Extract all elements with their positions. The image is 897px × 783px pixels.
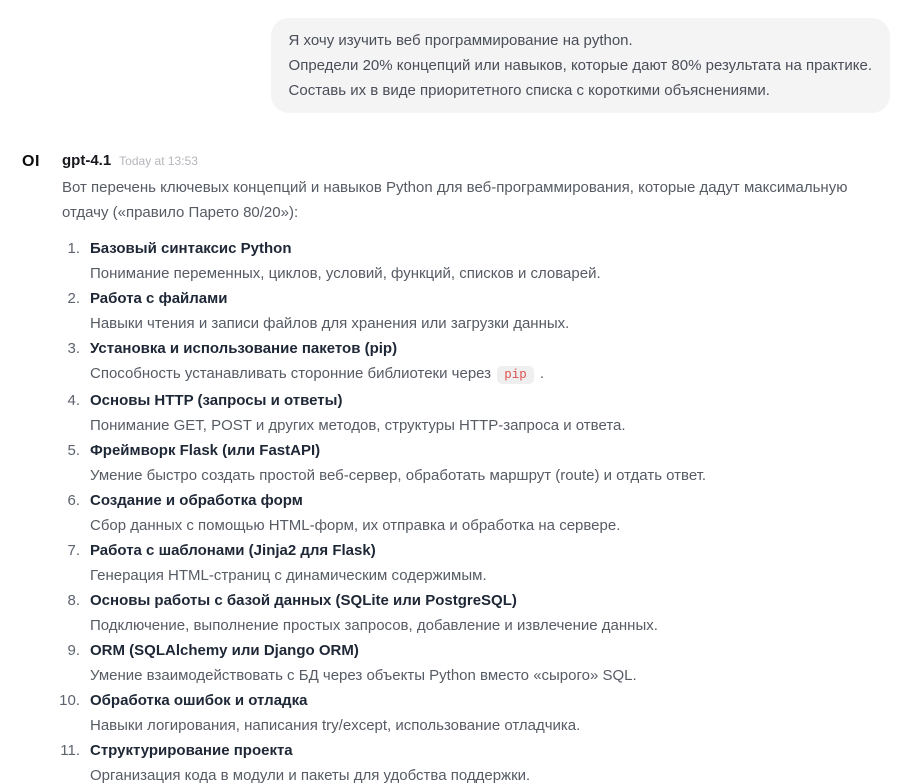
list-item-title: Обработка ошибок и отладка	[90, 692, 308, 709]
list-item	[90, 638, 867, 688]
list-item-title: Основы работы с базой данных (SQLite или PostgreSQL)	[90, 592, 517, 609]
user-message-line: Определи 20% концепций или навыков, которые дают 80% результата на практике.	[288, 57, 872, 74]
list-item-description: Навыки чтения и записи файлов для хранения или загрузки данных.	[90, 315, 570, 332]
list-item-description: Навыки логирования, написания try/except, использование отладчика.	[90, 717, 581, 734]
list-item-description: Умение взаимодействовать с БД через объекты Python вместо «сырого» SQL.	[90, 667, 637, 684]
list-item-description: Подключение, выполнение простых запросов, добавление и извлечение данных.	[90, 617, 658, 634]
list-item	[90, 538, 867, 588]
list-item	[90, 336, 867, 388]
list-item-title: Работа с файлами	[90, 290, 228, 307]
user-message-line: Я хочу изучить веб программирование на python.	[288, 32, 633, 49]
list-item	[90, 688, 867, 738]
list-item	[90, 588, 867, 638]
assistant-avatar: OI	[22, 153, 40, 170]
list-item	[90, 488, 867, 538]
list-item-description: Понимание GET, POST и других методов, структуры HTTP-запроса и ответа.	[90, 417, 626, 434]
list-item-description: Умение быстро создать простой веб-сервер, обработать маршрут (route) и отдать ответ.	[90, 467, 707, 484]
list-item-title: Создание и обработка форм	[90, 492, 303, 509]
list-item-description: Сбор данных с помощью HTML-форм, их отправка и обработка на сервере.	[90, 517, 621, 534]
list-item-description: Организация кода в модули и пакеты для удобства поддержки.	[90, 767, 531, 783]
list-item-description: Понимание переменных, циклов, условий, функций, списков и словарей.	[90, 265, 601, 282]
assistant-model-name: gpt-4.1	[62, 152, 112, 169]
assistant-message-row	[0, 152, 897, 783]
list-item-title: Базовый синтаксис Python	[90, 240, 292, 257]
assistant-intro-text: Вот перечень ключевых концепций и навыков Python для веб-программирования, которые дадут максимальную отдачу («правило Парето 80/20»):	[62, 179, 848, 221]
list-item	[90, 738, 867, 783]
list-item	[90, 388, 867, 438]
list-item-title: Работа с шаблонами (Jinja2 для Flask)	[90, 542, 376, 559]
list-item	[90, 236, 867, 286]
assistant-message-content	[62, 152, 897, 783]
list-item	[90, 438, 867, 488]
list-item-title: Структурирование проекта	[90, 742, 293, 759]
list-item-title: Фреймворк Flask (или FastAPI)	[90, 442, 321, 459]
list-item	[90, 286, 867, 336]
user-message-line: Составь их в виде приоритетного списка с короткими объяснениями.	[288, 82, 770, 99]
list-item-title: Установка и использование пакетов (pip)	[90, 340, 398, 357]
inline-code-chip: pip	[497, 366, 534, 384]
list-item-description: Генерация HTML-страниц с динамическим содержимым.	[90, 567, 487, 584]
skill-list	[62, 236, 867, 783]
user-message-bubble	[271, 18, 890, 113]
user-message-row	[0, 0, 897, 113]
list-item-title: ORM (SQLAlchemy или Django ORM)	[90, 642, 359, 659]
assistant-message-header	[62, 152, 867, 170]
list-item-description: Способность устанавливать сторонние библиотеки через pip .	[90, 365, 545, 382]
message-timestamp: Today at 13:53	[119, 154, 198, 168]
list-item-title: Основы HTTP (запросы и ответы)	[90, 392, 343, 409]
